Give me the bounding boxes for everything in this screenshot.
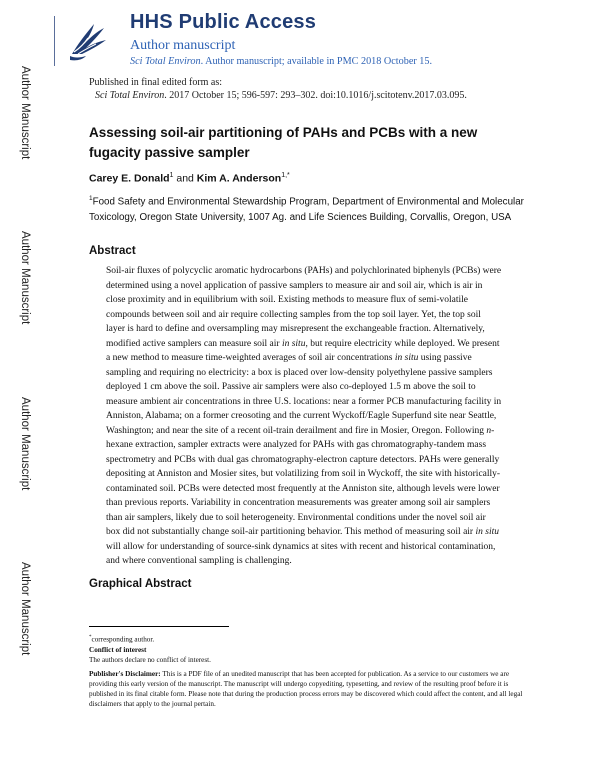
graphical-abstract-heading: Graphical Abstract: [89, 578, 192, 590]
journal-availability-line: Sci Total Environ. Author manuscript; available in PMC 2018 October 15.: [130, 56, 433, 67]
hhs-eagle-logo-icon: [64, 14, 112, 64]
abstract-body: Soil-air fluxes of polycyclic aromatic hydrocarbons (PAHs) and polychlorinated biphenyls (PCBs) were determined using a novel application of passive samplers to measure air and soil air, which is air in close proximity and in equilibrium with soil. Existing methods to measure flux of semi-volatile compounds between soil and air require collecting samples from the top soil layer. Yet, the top soil layer is hard to define and oversampling may misrepresent the exchangeable fraction. Alternatively, modified active samplers can measure soil air in situ, but require electricity while deployed. We present a new method to measure time-weighted averages of soil air concentrations in situ using passive sampling and requiring no electricity: a box is placed over low-density polyethylene passive samplers deployed 1 cm above the soil. Passive air samplers were also co-deployed 1.5 m above the soil to measure ambient air concentrations in three U.S. locations: near a former PCB manufacturing facility in Anniston, Alabama; on a former creosoting and the current Wyckoff/Eagle Superfund site near Seattle, Washington; and near the site of a recent oil-train derailment and fire in Mosier, Oregon. Following n-hexane extraction, sampler extracts were analyzed for PAHs with gas chromatography-tandem mass spectrometry and PCBs with dual gas chromatography-electron capture detectors. PAHs were generally depositing at Anniston and Mosier sites, but volatilizing from soil in Wyckoff, the site with historically-contaminated soil. PCBs were detected most frequently at the Anniston site, although levels were lower than previous reports. Variability in concentration measurements was greater among soil air samplers than air samplers, likely due to soil heterogeneity. Environmental conditions under the novel soil air box did not substantially change soil-air partitioning behavior. This method of measuring soil air in situ will allow for understanding of source-sink dynamics at sites with recent and historical contamination, and where conventional sampling is challenging.: [106, 266, 502, 566]
header-divider: [54, 16, 55, 66]
author-manuscript-label: Author manuscript: [130, 38, 236, 53]
abstract-heading: Abstract: [89, 245, 136, 257]
side-label-author-manuscript: Author Manuscript: [19, 397, 31, 491]
side-label-author-manuscript: Author Manuscript: [19, 231, 31, 325]
author-name: Kim A. Anderson: [196, 172, 282, 185]
author-list: Carey E. Donald$^1$ and Kim A. Anderson$^{1,*}$: [89, 172, 290, 185]
hhs-public-access-title: HHS Public Access: [130, 11, 317, 33]
corresponding-author-note: *corresponding author.: [89, 635, 155, 644]
citation-line: Sci Total Environ. 2017 October 15; 596-597: 293–302. doi:10.1016/j.scitotenv.2017.03.095.: [95, 90, 467, 101]
footnote-divider: [89, 626, 229, 627]
conflict-text: The authors declare no conflict of interest.: [89, 656, 211, 664]
publisher-disclaimer: Publisher's Disclaimer: This is a PDF file of an unedited manuscript that has been accepted for publication. As a service to our customers we are providing this early version of the manuscript. The manuscript will undergo copyediting, typesetting, and review of the resulting proof before it is published in its final citable form. Please note that during the production process errors may be discovered which could affect the content, and all legal disclaimers that apply to the journal pertain.: [89, 670, 523, 708]
affiliation: $^1$Food Safety and Environmental Stewardship Program, Department of Environmental and Molecular Toxicology, Oregon State University, 1007 Ag. and Life Sciences Building, Corvallis, Oregon, USA: [89, 195, 524, 223]
author-name: Carey E. Donald: [89, 172, 170, 185]
article-title: Assessing soil-air partitioning of PAHs and PCBs with a new fugacity passive sampler: [89, 125, 478, 160]
side-label-author-manuscript: Author Manuscript: [19, 66, 31, 160]
side-label-author-manuscript: Author Manuscript: [19, 562, 31, 656]
conflict-heading: Conflict of interest: [89, 646, 147, 654]
published-in-label: Published in final edited form as:: [89, 77, 223, 88]
